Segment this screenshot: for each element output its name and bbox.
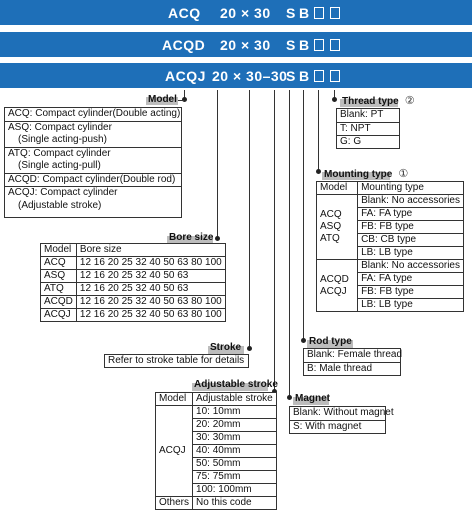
adjustable-stroke-title: Adjustable stroke [194,379,278,390]
table-cell: 10: 10mm [193,406,277,419]
thread-type-title-text: Thread type [342,96,399,107]
connector-dot [301,338,306,343]
table-cell: CB: CB type [358,234,464,247]
model-code: ACQJ [320,285,347,297]
model-item-text: ACQJ: Compact cylinder [8,187,118,198]
model-code: ACQ [168,5,201,21]
table-cell: ACQJ [156,406,193,497]
table-header-cell: Adjustable stroke [193,393,277,406]
table-header-cell: Model [317,182,358,195]
table-cell: 75: 75mm [193,471,277,484]
model-code: ACQD [162,37,206,53]
list-item: Blank: PT [337,109,399,123]
magnet-code: B [299,68,310,84]
table-cell: No this code [193,497,277,510]
table-header-cell: Model [156,393,193,406]
table-cell: ACQJ [41,309,77,322]
table-cell: 12 16 20 25 32 40 50 63 80 100 [76,257,225,270]
table-header-cell: Model [41,244,77,257]
table-header-cell: Bore size [76,244,225,257]
model-list [4,107,182,218]
table-cell: FB: FB type [358,286,464,299]
header-bar-acqj [0,63,472,88]
connector-dot [316,169,321,174]
table-cell: 20: 20mm [193,419,277,432]
stroke-note-text: Refer to stroke table for details [108,355,245,366]
table-cell: Blank: No accessories [358,195,464,208]
list-item [5,174,181,188]
connector-dot [247,346,252,351]
stroke-note [104,354,249,368]
model-code: ACQJ [165,68,206,84]
table-cell: FB: FB type [358,221,464,234]
model-item-sub: (Adjustable stroke) [18,199,102,211]
rod-type-title: Rod type [309,336,352,347]
switch-code: S [286,5,296,21]
table-cell [317,195,358,260]
table-cell: 50: 50mm [193,458,277,471]
thread-type-title [340,95,417,108]
magnet-list [289,406,394,434]
table-cell [317,260,358,312]
option-box-icon [314,7,324,19]
connector-line [274,90,275,392]
model-item-text: ASQ: Compact cylinder [8,121,112,133]
table-cell: ATQ [41,283,77,296]
table-cell: FA: FA type [358,273,464,286]
option-box-icon [330,39,340,51]
size-code: 20 × 30–30 [212,68,288,84]
table-cell: ASQ [41,270,77,283]
bore-size-title: Bore size [169,232,214,243]
connector-line [217,90,218,239]
list-item: S: With magnet [293,420,362,432]
table-row [41,309,226,322]
option-box-icon [330,7,340,19]
model-title: Model [148,94,177,105]
mounting-type-table [316,181,464,312]
size-code: 20 × 30 [220,37,271,53]
model-code: ACQ [320,209,342,220]
table-cell: 12 16 20 25 32 40 50 63 [76,270,225,283]
table-cell: 100: 100mm [193,484,277,497]
table-row [317,260,464,273]
option-box-icon [314,39,324,51]
option-box-icon [330,70,340,82]
model-code: ACQD [320,273,349,285]
table-cell: LB: LB type [358,299,464,312]
table-cell: FA: FA type [358,208,464,221]
list-item [5,108,181,122]
model-code: ASQ [320,221,342,232]
option-box-icon [314,70,324,82]
connector-dot [287,395,292,400]
mounting-type-title-text: Mounting type [324,169,393,180]
table-row [41,283,226,296]
table-row [317,195,464,208]
table-header-row [41,244,226,257]
header-bar-acq [0,0,472,25]
table-row [41,257,226,270]
magnet-code: B [299,5,310,21]
list-item: T: NPT [337,123,399,137]
table-row [41,270,226,283]
model-item-text: ATQ: Compact cylinder [8,147,111,159]
connector-dot [332,97,337,102]
table-cell: 12 16 20 25 32 40 50 63 [76,283,225,296]
footnote-mark: ① [398,168,409,180]
list-item: Blank: Female thread [304,349,400,363]
list-item: B: Male thread [307,362,373,374]
footnote-mark: ② [404,95,415,107]
model-code: ATQ [320,233,340,244]
table-cell: Others [156,497,193,510]
switch-code: S [286,37,296,53]
table-row [41,296,226,309]
table-header-cell: Mounting type [358,182,464,195]
table-cell: 12 16 20 25 32 40 50 63 80 100 [76,296,225,309]
connector-line [249,90,250,349]
table-row [156,497,277,510]
table-cell: Blank: No accessories [358,260,464,273]
connector-line [289,90,290,398]
table-cell: ACQD [41,296,77,309]
connector-dot [215,236,220,241]
switch-code: S [286,68,296,84]
mounting-type-title [322,168,410,181]
model-item-sub: (Single acting-pull) [18,160,101,171]
table-cell: ACQ [41,257,77,270]
connector-line [318,90,319,172]
stroke-title: Stroke [210,342,242,353]
table-cell: LB: LB type [358,247,464,260]
bore-size-table [40,243,226,322]
list-item: Blank: Without magnet [290,407,385,421]
table-header-row [156,393,277,406]
table-cell: 30: 30mm [193,432,277,445]
size-code: 20 × 30 [220,5,271,21]
table-row [156,406,277,419]
list-item [5,148,181,174]
magnet-title: Magnet [295,393,330,404]
table-cell: 40: 40mm [193,445,277,458]
list-item: G: G [340,136,362,147]
thread-type-list [336,108,400,149]
list-item [5,122,181,148]
adjustable-stroke-table [155,392,277,510]
table-header-row [317,182,464,195]
model-item-text: ACQ: Compact cylinder(Double acting) [8,108,181,119]
rod-type-list [303,348,401,376]
connector-line [303,90,304,341]
list-item [5,187,181,212]
model-item-sub: (Single acting-push) [18,134,107,145]
header-bar-acqd [0,32,472,57]
model-item-text: ACQD: Compact cylinder(Double rod) [8,173,176,185]
magnet-code: B [299,37,310,53]
table-cell: 12 16 20 25 32 40 50 63 80 100 [76,309,225,322]
